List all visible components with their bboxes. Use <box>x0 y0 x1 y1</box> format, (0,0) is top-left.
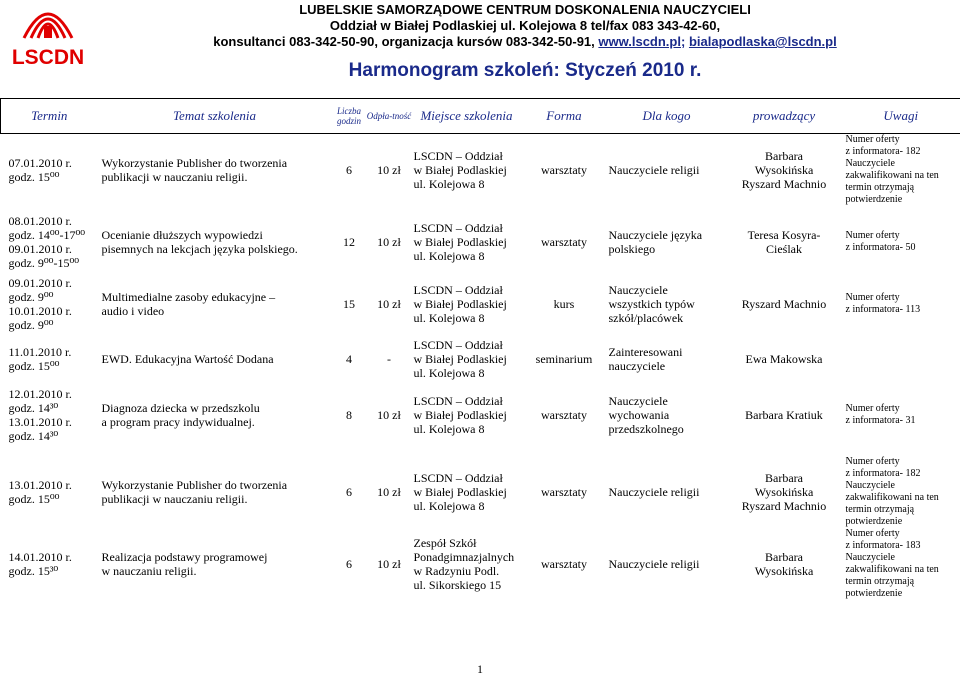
dla-kogo-line: Nauczyciele <box>608 283 668 297</box>
odplatnosc-line: 10 zł <box>377 297 401 311</box>
uwagi-line: Numer oferty <box>845 456 900 467</box>
uwagi-line: z informatora- 50 <box>845 242 916 253</box>
prowadzacy-line: Teresa Kosyra- <box>747 228 821 242</box>
uwagi-line: termin otrzymają <box>845 504 915 515</box>
termin-line: godz. 14³⁰ <box>8 429 59 443</box>
col-header-liczba: Liczba godzin <box>332 99 367 134</box>
cell-termin <box>1 334 98 384</box>
temat-line: EWD. Edukacyjna Wartość Dodana <box>101 352 274 366</box>
forma-line: seminarium <box>535 352 593 366</box>
termin-line: godz. 9⁰⁰ <box>8 318 54 332</box>
forma-line: warsztaty <box>541 235 587 249</box>
uwagi-line: Numer oferty <box>845 134 900 145</box>
cell-miejsce <box>412 384 522 446</box>
temat-line: publikacji w nauczaniu religii. <box>101 170 248 184</box>
cell-miejsce <box>412 134 522 207</box>
miejsce-line: w Radzyniu Podl. <box>413 564 500 578</box>
uwagi-line: z informatora- 182 <box>845 146 921 157</box>
cell-odplatnosc <box>367 134 412 207</box>
uwagi-line: zakwalifikowani na ten <box>845 564 939 575</box>
cell-forma <box>522 274 607 334</box>
prowadzacy-line: Ryszard Machnio <box>741 297 827 311</box>
cell-miejsce <box>412 210 522 274</box>
row-spacer <box>1 446 960 456</box>
miejsce-line: LSCDN – Oddział <box>413 394 503 408</box>
cell-temat <box>98 334 332 384</box>
miejsce-line: Zespół Szkół <box>413 536 477 550</box>
miejsce-line: LSCDN – Oddział <box>413 283 503 297</box>
page-number: 1 <box>477 662 483 676</box>
cell-uwagi <box>842 134 960 207</box>
miejsce-line: LSCDN – Oddział <box>413 338 503 352</box>
uwagi-line: Nauczyciele <box>845 158 895 169</box>
cell-godzin <box>332 134 367 207</box>
cell-godzin <box>332 528 367 600</box>
cell-temat <box>98 274 332 334</box>
termin-line: godz. 9⁰⁰ <box>8 290 54 304</box>
termin-line: godz. 15⁰⁰ <box>8 170 60 184</box>
termin-line: godz. 9⁰⁰-15⁰⁰ <box>8 256 80 270</box>
cell-temat <box>98 456 332 528</box>
temat-line: Ocenianie dłuższych wypowiedzi <box>101 228 263 242</box>
cell-termin <box>1 210 98 274</box>
miejsce-line: ul. Kolejowa 8 <box>413 366 485 380</box>
cell-prowadzacy <box>727 334 842 384</box>
cell-odplatnosc <box>367 210 412 274</box>
cell-forma <box>522 134 607 207</box>
cell-uwagi <box>842 210 960 274</box>
uwagi-line: Numer oferty <box>845 292 900 303</box>
cell-miejsce <box>412 274 522 334</box>
cell-termin <box>1 384 98 446</box>
table-row <box>1 210 960 274</box>
cell-prowadzacy <box>727 528 842 600</box>
temat-line: w nauczaniu religii. <box>101 564 197 578</box>
col-header-dla-kogo: Dla kogo <box>607 99 727 134</box>
cell-termin <box>1 134 98 207</box>
cell-godzin <box>332 456 367 528</box>
miejsce-line: w Białej Podlaskiej <box>413 163 507 177</box>
contact-phones: konsultanci 083-342-50-90, organizacja kursów 083-342-50-91, <box>213 34 599 49</box>
cell-odplatnosc <box>367 274 412 334</box>
dla-kogo-line: szkół/placówek <box>608 311 684 325</box>
uwagi-line: Nauczyciele <box>845 480 895 491</box>
uwagi-line: Nauczyciele <box>845 552 895 563</box>
termin-line: godz. 15³⁰ <box>8 564 59 578</box>
forma-line: warsztaty <box>541 557 587 571</box>
termin-line: 09.01.2010 r. <box>8 276 72 290</box>
cell-dla-kogo <box>607 456 727 528</box>
miejsce-line: w Białej Podlaskiej <box>413 297 507 311</box>
uwagi-line: potwierdzenie <box>845 588 903 599</box>
cell-prowadzacy <box>727 456 842 528</box>
uwagi-line: termin otrzymają <box>845 576 915 587</box>
cell-uwagi <box>842 456 960 528</box>
prowadzacy-line: Barbara <box>765 550 803 564</box>
cell-dla-kogo <box>607 274 727 334</box>
miejsce-line: ul. Sikorskiego 15 <box>413 578 502 592</box>
dla-kogo-line: wychowania <box>608 408 670 422</box>
forma-line: warsztaty <box>541 485 587 499</box>
cell-temat <box>98 210 332 274</box>
miejsce-line: LSCDN – Oddział <box>413 149 503 163</box>
temat-line: Realizacja podstawy programowej <box>101 550 268 564</box>
email-link[interactable]: bialapodlaska@lscdn.pl <box>688 34 837 49</box>
termin-line: godz. 15⁰⁰ <box>8 492 60 506</box>
termin-line: 08.01.2010 r. <box>8 214 72 228</box>
odplatnosc-line: 10 zł <box>377 163 401 177</box>
cell-prowadzacy <box>727 210 842 274</box>
termin-line: 11.01.2010 r. <box>8 345 72 359</box>
godzin-line: 8 <box>346 408 352 422</box>
cell-prowadzacy <box>727 274 842 334</box>
uwagi-line: z informatora- 182 <box>845 468 921 479</box>
miejsce-line: Ponadgimnazjalnych <box>413 550 515 564</box>
godzin-line: 4 <box>346 352 352 366</box>
godzin-line: 6 <box>346 485 352 499</box>
prowadzacy-line: Barbara Kratiuk <box>745 408 823 422</box>
uwagi-line: Numer oferty <box>845 230 900 241</box>
svg-text:LSCDN: LSCDN <box>11 46 85 69</box>
cell-temat <box>98 134 332 207</box>
prowadzacy-line: Wysokińska <box>754 163 814 177</box>
miejsce-line: ul. Kolejowa 8 <box>413 249 485 263</box>
miejsce-line: ul. Kolejowa 8 <box>413 422 485 436</box>
dla-kogo-line: Zainteresowani <box>608 345 683 359</box>
cell-forma <box>522 210 607 274</box>
col-header-termin: Termin <box>1 99 98 134</box>
cell-termin <box>1 456 98 528</box>
col-header-prowadzacy: prowadzący <box>727 99 842 134</box>
miejsce-line: ul. Kolejowa 8 <box>413 499 485 513</box>
temat-line: publikacji w nauczaniu religii. <box>101 492 248 506</box>
uwagi-line: z informatora- 183 <box>845 540 921 551</box>
cell-odplatnosc <box>367 528 412 600</box>
contact-line <box>140 34 910 50</box>
prowadzacy-line: Ewa Makowska <box>745 352 823 366</box>
miejsce-line: ul. Kolejowa 8 <box>413 177 485 191</box>
cell-godzin <box>332 334 367 384</box>
dla-kogo-line: Nauczyciele <box>608 394 668 408</box>
uwagi-line: Numer oferty <box>845 528 900 539</box>
forma-line: warsztaty <box>541 163 587 177</box>
termin-line: 14.01.2010 r. <box>8 550 72 564</box>
odplatnosc-line: - <box>387 352 391 366</box>
cell-forma <box>522 456 607 528</box>
odplatnosc-line: 10 zł <box>377 557 401 571</box>
dla-kogo-line: Nauczyciele języka <box>608 228 703 242</box>
col-header-forma: Forma <box>522 99 607 134</box>
cell-odplatnosc <box>367 384 412 446</box>
table-row <box>1 334 960 384</box>
temat-line: Multimedialne zasoby edukacyjne – <box>101 290 276 304</box>
schedule-body <box>1 134 960 601</box>
col-header-temat: Temat szkolenia <box>98 99 332 134</box>
page-title: Harmonogram szkoleń: Styczeń 2010 r. <box>348 60 702 81</box>
termin-line: 12.01.2010 r. <box>8 387 72 401</box>
temat-line: audio i video <box>101 304 165 318</box>
miejsce-line: LSCDN – Oddział <box>413 221 503 235</box>
odplatnosc-line: 10 zł <box>377 235 401 249</box>
cell-prowadzacy <box>727 134 842 207</box>
cell-odplatnosc <box>367 334 412 384</box>
lscdn-logo <box>6 2 90 74</box>
cell-godzin <box>332 210 367 274</box>
forma-line: warsztaty <box>541 408 587 422</box>
odplatnosc-line: 10 zł <box>377 485 401 499</box>
miejsce-line: LSCDN – Oddział <box>413 471 503 485</box>
forma-line: kurs <box>553 297 575 311</box>
uwagi-line: Numer oferty <box>845 403 900 414</box>
cell-dla-kogo <box>607 210 727 274</box>
prowadzacy-line: Barbara <box>765 149 803 163</box>
cell-forma <box>522 528 607 600</box>
temat-line: Wykorzystanie Publisher do tworzenia <box>101 156 288 170</box>
termin-line: 10.01.2010 r. <box>8 304 72 318</box>
schedule-table <box>0 98 960 600</box>
table-row <box>1 456 960 528</box>
website-link[interactable]: www.lscdn.pl <box>598 34 681 49</box>
miejsce-line: w Białej Podlaskiej <box>413 235 507 249</box>
org-name: LUBELSKIE SAMORZĄDOWE CENTRUM DOSKONALENIA NAUCZYCIELI <box>299 2 751 17</box>
cell-forma <box>522 384 607 446</box>
uwagi-line: termin otrzymają <box>845 182 915 193</box>
miejsce-line: w Białej Podlaskiej <box>413 485 507 499</box>
termin-line: 13.01.2010 r. <box>8 478 72 492</box>
cell-godzin <box>332 274 367 334</box>
termin-line: godz. 15⁰⁰ <box>8 359 60 373</box>
uwagi-line: zakwalifikowani na ten <box>845 170 939 181</box>
cell-dla-kogo <box>607 334 727 384</box>
uwagi-line: z informatora- 31 <box>845 415 916 426</box>
cell-uwagi <box>842 274 960 334</box>
cell-dla-kogo <box>607 528 727 600</box>
cell-dla-kogo <box>607 384 727 446</box>
cell-odplatnosc <box>367 456 412 528</box>
miejsce-line: ul. Kolejowa 8 <box>413 311 485 325</box>
dla-kogo-line: wszystkich typów <box>608 297 695 311</box>
cell-prowadzacy <box>727 384 842 446</box>
miejsce-line: w Białej Podlaskiej <box>413 352 507 366</box>
uwagi-line: zakwalifikowani na ten <box>845 492 939 503</box>
temat-line: a program pracy indywidualnej. <box>101 415 255 429</box>
uwagi-line: z informatora- 113 <box>845 304 921 315</box>
godzin-line: 12 <box>343 235 355 249</box>
table-row <box>1 528 960 600</box>
termin-line: godz. 14³⁰ <box>8 401 59 415</box>
cell-temat <box>98 384 332 446</box>
godzin-line: 15 <box>343 297 355 311</box>
table-header-row <box>1 99 960 134</box>
dla-kogo-line: nauczyciele <box>608 359 666 373</box>
prowadzacy-line: Wysokińska <box>754 485 814 499</box>
dla-kogo-line: przedszkolnego <box>608 422 684 436</box>
cell-termin <box>1 528 98 600</box>
temat-line: Diagnoza dziecka w przedszkolu <box>101 401 260 415</box>
prowadzacy-line: Wysokińska <box>754 564 814 578</box>
cell-uwagi <box>842 334 960 384</box>
prowadzacy-line: Cieślak <box>766 242 802 256</box>
uwagi-line: potwierdzenie <box>845 516 903 527</box>
branch-address: Oddział w Białej Podlaskiej ul. Kolejowa 8 tel/fax 083 343-42-60, <box>329 18 721 33</box>
prowadzacy-line: Barbara <box>765 471 803 485</box>
dla-kogo-line: Nauczyciele religii <box>608 485 700 499</box>
link-separator: ; <box>680 34 686 49</box>
cell-uwagi <box>842 384 960 446</box>
cell-uwagi <box>842 528 960 600</box>
table-row <box>1 384 960 446</box>
miejsce-line: w Białej Podlaskiej <box>413 408 507 422</box>
termin-line: 09.01.2010 r. <box>8 242 72 256</box>
prowadzacy-line: Ryszard Machnio <box>741 499 827 513</box>
cell-temat <box>98 528 332 600</box>
cell-termin <box>1 274 98 334</box>
odplatnosc-line: 10 zł <box>377 408 401 422</box>
table-row <box>1 134 960 207</box>
dla-kogo-line: Nauczyciele religii <box>608 557 700 571</box>
header-info <box>140 2 910 50</box>
prowadzacy-line: Ryszard Machnio <box>741 177 827 191</box>
table-row <box>1 274 960 334</box>
termin-line: 13.01.2010 r. <box>8 415 72 429</box>
termin-line: 07.01.2010 r. <box>8 156 72 170</box>
cell-dla-kogo <box>607 134 727 207</box>
cell-godzin <box>332 384 367 446</box>
col-header-miejsce: Miejsce szkolenia <box>412 99 522 134</box>
temat-line: pisemnych na lekcjach języka polskiego. <box>101 242 298 256</box>
dla-kogo-line: polskiego <box>608 242 656 256</box>
cell-miejsce <box>412 456 522 528</box>
col-header-uwagi: Uwagi <box>842 99 960 134</box>
cell-miejsce <box>412 528 522 600</box>
godzin-line: 6 <box>346 163 352 177</box>
cell-forma <box>522 334 607 384</box>
termin-line: godz. 14⁰⁰-17⁰⁰ <box>8 228 86 242</box>
cell-miejsce <box>412 334 522 384</box>
dla-kogo-line: Nauczyciele religii <box>608 163 700 177</box>
uwagi-line: potwierdzenie <box>845 194 903 205</box>
temat-line: Wykorzystanie Publisher do tworzenia <box>101 478 288 492</box>
godzin-line: 6 <box>346 557 352 571</box>
col-header-odplatnosc: Odpła-tność <box>367 99 412 134</box>
